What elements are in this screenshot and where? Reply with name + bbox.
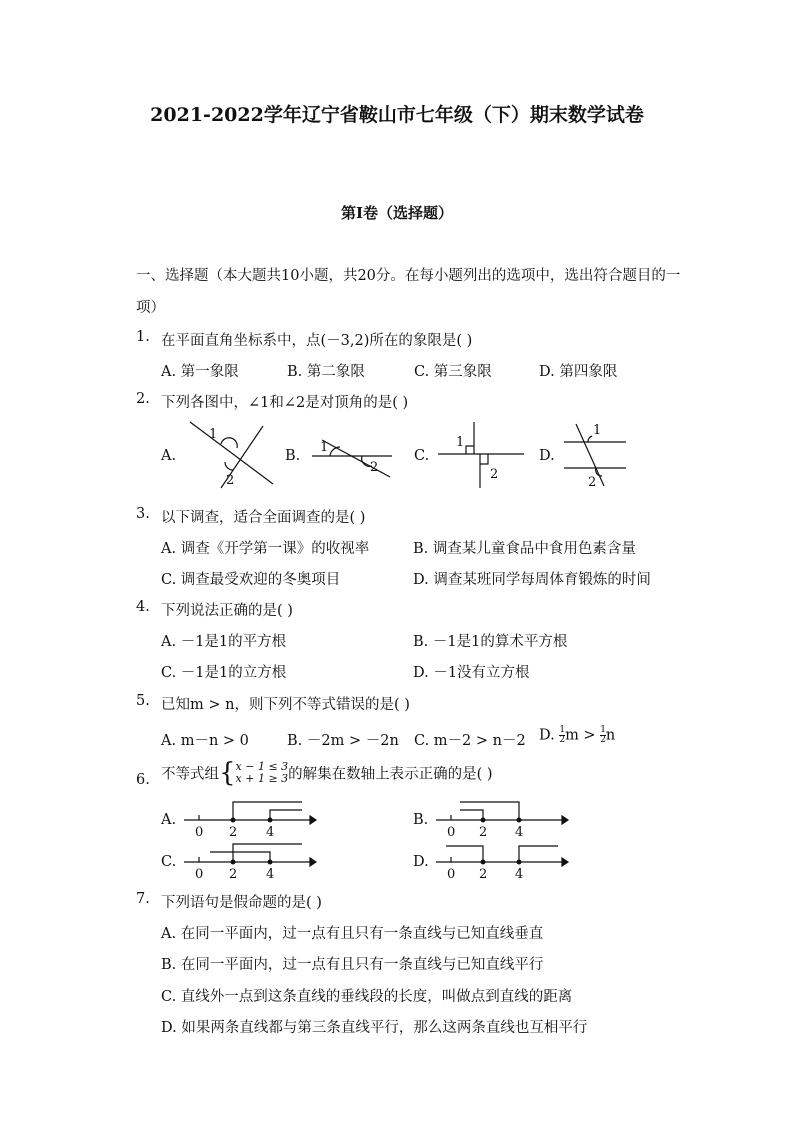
svg-text:2: 2 [229, 867, 238, 882]
q2-label-d: D. [539, 448, 555, 464]
q5-option-d-m: m > [565, 727, 596, 744]
q6-label-c: C. [161, 854, 177, 870]
angle-2-label: 2 [588, 475, 597, 490]
svg-text:2: 2 [479, 867, 488, 882]
question-number: 3. [136, 506, 150, 522]
svg-text:2: 2 [229, 825, 238, 840]
svg-text:4: 4 [266, 867, 275, 882]
q3-option-a: A. 调查《开学第一课》的收视率 [161, 541, 370, 557]
inequality-system: x − 1 ≤ 3 x + 1 ≥ 3 [235, 760, 289, 785]
angle-1-label: 1 [593, 423, 602, 438]
question-number: 4. [136, 599, 150, 615]
question-number: 2. [136, 391, 150, 407]
fraction-half: $\frac{1}{2}$ [600, 725, 606, 745]
q6-text-pre: 不等式组 [161, 766, 219, 783]
angle-2-label: 2 [226, 473, 235, 488]
q2-figure-a [185, 418, 280, 490]
fraction-half: $\frac{1}{2}$ [559, 725, 566, 745]
question-5-text: 已知m > n，则下列不等式错误的是( ) [161, 697, 410, 713]
exam-title: 2021-2022学年辽宁省鞍山市七年级（下）期末数学试卷 [150, 104, 644, 126]
q7-option-d: D. 如果两条直线都与第三条直线平行，那么这两条直线也互相平行 [161, 1020, 588, 1036]
angle-1-label: 1 [320, 440, 329, 455]
q7-option-a: A. 在同一平面内，过一点有且只有一条直线与已知直线垂直 [161, 926, 544, 942]
q5-option-d-n: n [605, 727, 616, 744]
q2-label-b: B. [285, 448, 301, 464]
part-heading: 第I卷（选择题） [340, 204, 454, 222]
q4-option-d: D. －1没有立方根 [413, 665, 530, 681]
q5-option-b: B. －2m > －2n [287, 733, 399, 749]
svg-text:4: 4 [266, 825, 275, 840]
q7-option-b: B. 在同一平面内，过一点有且只有一条直线与已知直线平行 [161, 957, 544, 973]
q2-figure-b [310, 425, 395, 485]
q1-option-d: D. 第四象限 [539, 364, 618, 380]
q2-figure-c [436, 418, 526, 490]
q5-option-d-label: D. [539, 727, 555, 744]
q4-option-b: B. －1是1的算术平方根 [413, 634, 568, 650]
q6-label-b: B. [413, 812, 429, 828]
q6-numberline-b [432, 798, 572, 840]
svg-text:4: 4 [515, 867, 524, 882]
q6-numberline-a [180, 798, 320, 840]
question-number: 1. [136, 329, 150, 345]
svg-text:0: 0 [195, 825, 204, 840]
q5-option-d [539, 726, 615, 745]
q3-option-d: D. 调查某班同学每周体育锻炼的时间 [413, 572, 651, 588]
section-instructions-line2: 项） [136, 300, 165, 316]
question-4-text: 下列说法正确的是( ) [161, 603, 293, 619]
q4-option-c: C. －1是1的立方根 [161, 665, 287, 681]
q6-label-d: D. [413, 854, 429, 870]
q3-option-b: B. 调查某儿童食品中食用色素含量 [413, 541, 636, 557]
q7-option-c: C. 直线外一点到这条直线的垂线段的长度，叫做点到直线的距离 [161, 989, 573, 1005]
q2-figure-d [560, 420, 630, 490]
question-number: 7. [136, 891, 150, 907]
q6-text-post: 的解集在数轴上表示正确的是( ) [288, 766, 493, 783]
q3-option-c: C. 调查最受欢迎的冬奥项目 [161, 572, 341, 588]
q2-label-a: A. [161, 448, 177, 464]
svg-text:0: 0 [447, 867, 456, 882]
q1-option-a: A. 第一象限 [161, 364, 239, 380]
q5-option-a: A. m－n > 0 [161, 733, 249, 749]
question-number: 5. [136, 693, 150, 709]
angle-2-label: 2 [490, 467, 499, 482]
question-7-text: 下列语句是假命题的是( ) [161, 895, 322, 911]
q6-numberline-c [180, 840, 320, 882]
angle-2-label: 2 [370, 460, 379, 475]
svg-text:0: 0 [195, 867, 204, 882]
svg-text:2: 2 [479, 825, 488, 840]
svg-text:4: 4 [515, 825, 524, 840]
angle-1-label: 1 [456, 435, 465, 450]
q6-numberline-d [432, 840, 572, 882]
q5-option-c: C. m－2 > n－2 [414, 733, 526, 749]
question-3-text: 以下调查，适合全面调查的是( ) [161, 510, 366, 526]
q2-label-c: C. [414, 448, 430, 464]
q6-label-a: A. [161, 812, 177, 828]
section-instructions-line1: 一、选择题（本大题共10小题，共20分。在每小题列出的选项中，选出符合题目的一 [136, 268, 681, 284]
question-number: 6. [136, 772, 150, 788]
q4-option-a: A. －1是1的平方根 [161, 634, 287, 650]
q1-option-c: C. 第三象限 [414, 364, 492, 380]
question-6-text [161, 760, 493, 786]
svg-text:0: 0 [447, 825, 456, 840]
brace-icon: { [219, 758, 236, 788]
angle-1-label: 1 [209, 427, 218, 442]
question-1-text: 在平面直角坐标系中，点(－3,2)所在的象限是( ) [161, 333, 473, 349]
question-2-text: 下列各图中，∠1和∠2是对顶角的是( ) [161, 395, 409, 411]
q1-option-b: B. 第二象限 [287, 364, 365, 380]
